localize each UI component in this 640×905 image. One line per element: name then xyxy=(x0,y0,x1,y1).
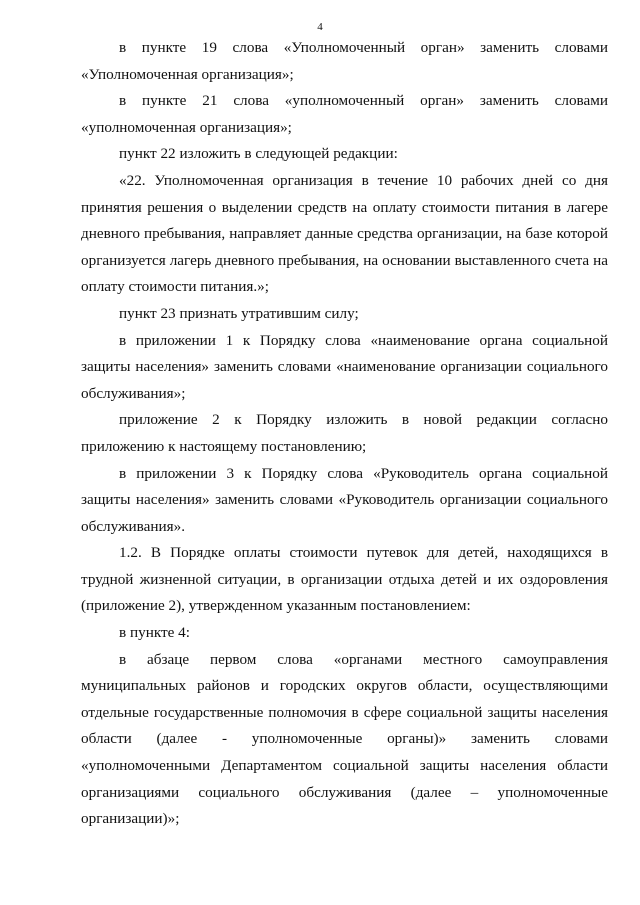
paragraph-item-21: в пункте 21 слова «уполномоченный орган» заменить словами «уполномоченная организация»; xyxy=(81,92,608,136)
paragraph-item-23: пункт 23 признать утратившим силу; xyxy=(119,304,359,322)
paragraph-item-22-text: «22. Уполномоченная организация в течение 10 рабочих дней со дня принятия решения о выделении средств на оплату стоимости питания в лагере дневного пребывания, направляет данные средства организации, на базе которой организуется лагерь дневного пребывания, на основании выставленного счета на оплату стоимости питания.»; xyxy=(81,171,608,296)
paragraph-item-19: в пункте 19 слова «Уполномоченный орган» заменить словами «Уполномоченная организация»; xyxy=(81,39,608,83)
paragraph-appendix-3: в приложении 3 к Порядку слова «Руководитель органа социальной защиты населения» заменить словами «Руководитель организации социального обслуживания». xyxy=(81,464,608,535)
paragraph-appendix-1: в приложении 1 к Порядку слова «наименование органа социальной защиты населения» заменить словами «наименование организации социального обслуживания»; xyxy=(81,331,608,402)
paragraph-item-4: в пункте 4: xyxy=(119,624,190,642)
page-number: 4 xyxy=(317,21,323,33)
paragraph-section-1-2: 1.2. В Порядке оплаты стоимости путевок для детей, находящихся в трудной жизненной ситуации, в организации отдыха детей и их оздоровления (приложение 2), утвержденном указанным постановлением: xyxy=(81,544,608,615)
document-body xyxy=(81,35,608,833)
paragraph-item-4-first: в абзаце первом слова «органами местного самоуправления муниципальных районов и городских округов области, осуществляющими отдельные государственные полномочия в сфере социальной защиты населения области (далее - уполномоченные органы)» заменить словами «уполномоченными Департаментом социальной защиты населения области организациями социального обслуживания (далее – уполномоченные организации)»; xyxy=(81,650,608,828)
paragraph-item-22-intro: пункт 22 изложить в следующей редакции: xyxy=(119,145,398,163)
paragraph-appendix-2: приложение 2 к Порядку изложить в новой редакции согласно приложению к настоящему постановлению; xyxy=(81,411,608,455)
